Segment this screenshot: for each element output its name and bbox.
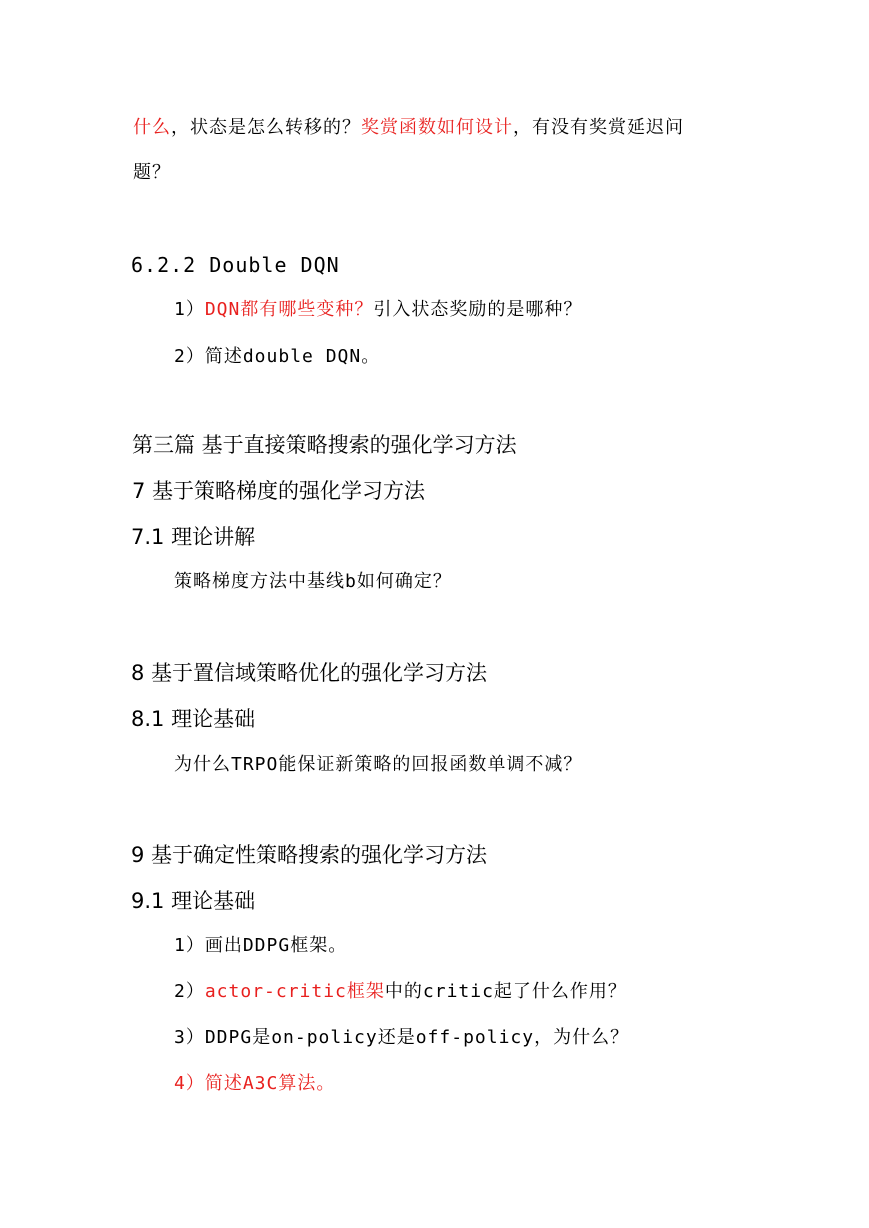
highlight-text: 什么 [133, 117, 171, 138]
question-item: 为什么TRPO能保证新策略的回报函数单调不减？ [174, 754, 583, 775]
question-item [174, 1029, 629, 1047]
body-text: DDPG是on-policy还是off-policy，为什么？ [204, 1027, 630, 1048]
item-number: 3） [174, 1027, 205, 1048]
highlight-text: DQN都有哪些变种？ [204, 299, 374, 320]
question-item: 策略梯度方法中基线b如何确定？ [174, 571, 452, 592]
chapter-heading-7: 7 基于策略梯度的强化学习方法 [132, 479, 426, 503]
body-text: 简述double DQN。 [204, 346, 381, 367]
body-text: ，状态是怎么转移的？ [171, 117, 361, 138]
highlight-text: 奖赏函数如何设计 [361, 117, 513, 138]
section-heading-9-1: 9.1 理论基础 [131, 889, 256, 913]
highlight-text: 简述A3C算法。 [204, 1073, 336, 1094]
item-number: 1） [174, 299, 205, 320]
item-number: 1） [174, 935, 205, 956]
item-number: 2） [174, 346, 205, 367]
question-item [174, 301, 582, 319]
question-item [174, 937, 347, 955]
paragraph-line [133, 119, 684, 137]
section-heading-7-1: 7.1 理论讲解 [131, 525, 256, 549]
item-number: 2） [174, 981, 205, 1002]
question-item [174, 983, 627, 1001]
chapter-heading-9: 9 基于确定性策略搜索的强化学习方法 [131, 843, 488, 867]
section-heading-8-1: 8.1 理论基础 [131, 707, 256, 731]
body-text: 中的critic起了什么作用？ [384, 981, 627, 1002]
body-text: 引入状态奖励的是哪种？ [373, 299, 583, 320]
part-heading: 第三篇 基于直接策略搜索的强化学习方法 [132, 433, 517, 457]
section-heading-6-2-2: 6.2.2 Double DQN [131, 253, 340, 277]
item-number: 4） [174, 1073, 205, 1094]
highlight-text: actor-critic框架 [204, 981, 385, 1002]
paragraph-line: 题？ [133, 162, 171, 183]
body-text: 画出DDPG框架。 [204, 935, 348, 956]
body-text: ，有没有奖赏延迟问 [513, 117, 684, 138]
chapter-heading-8: 8 基于置信域策略优化的强化学习方法 [131, 661, 488, 685]
question-item-highlight [174, 1075, 335, 1093]
question-item [174, 348, 380, 366]
